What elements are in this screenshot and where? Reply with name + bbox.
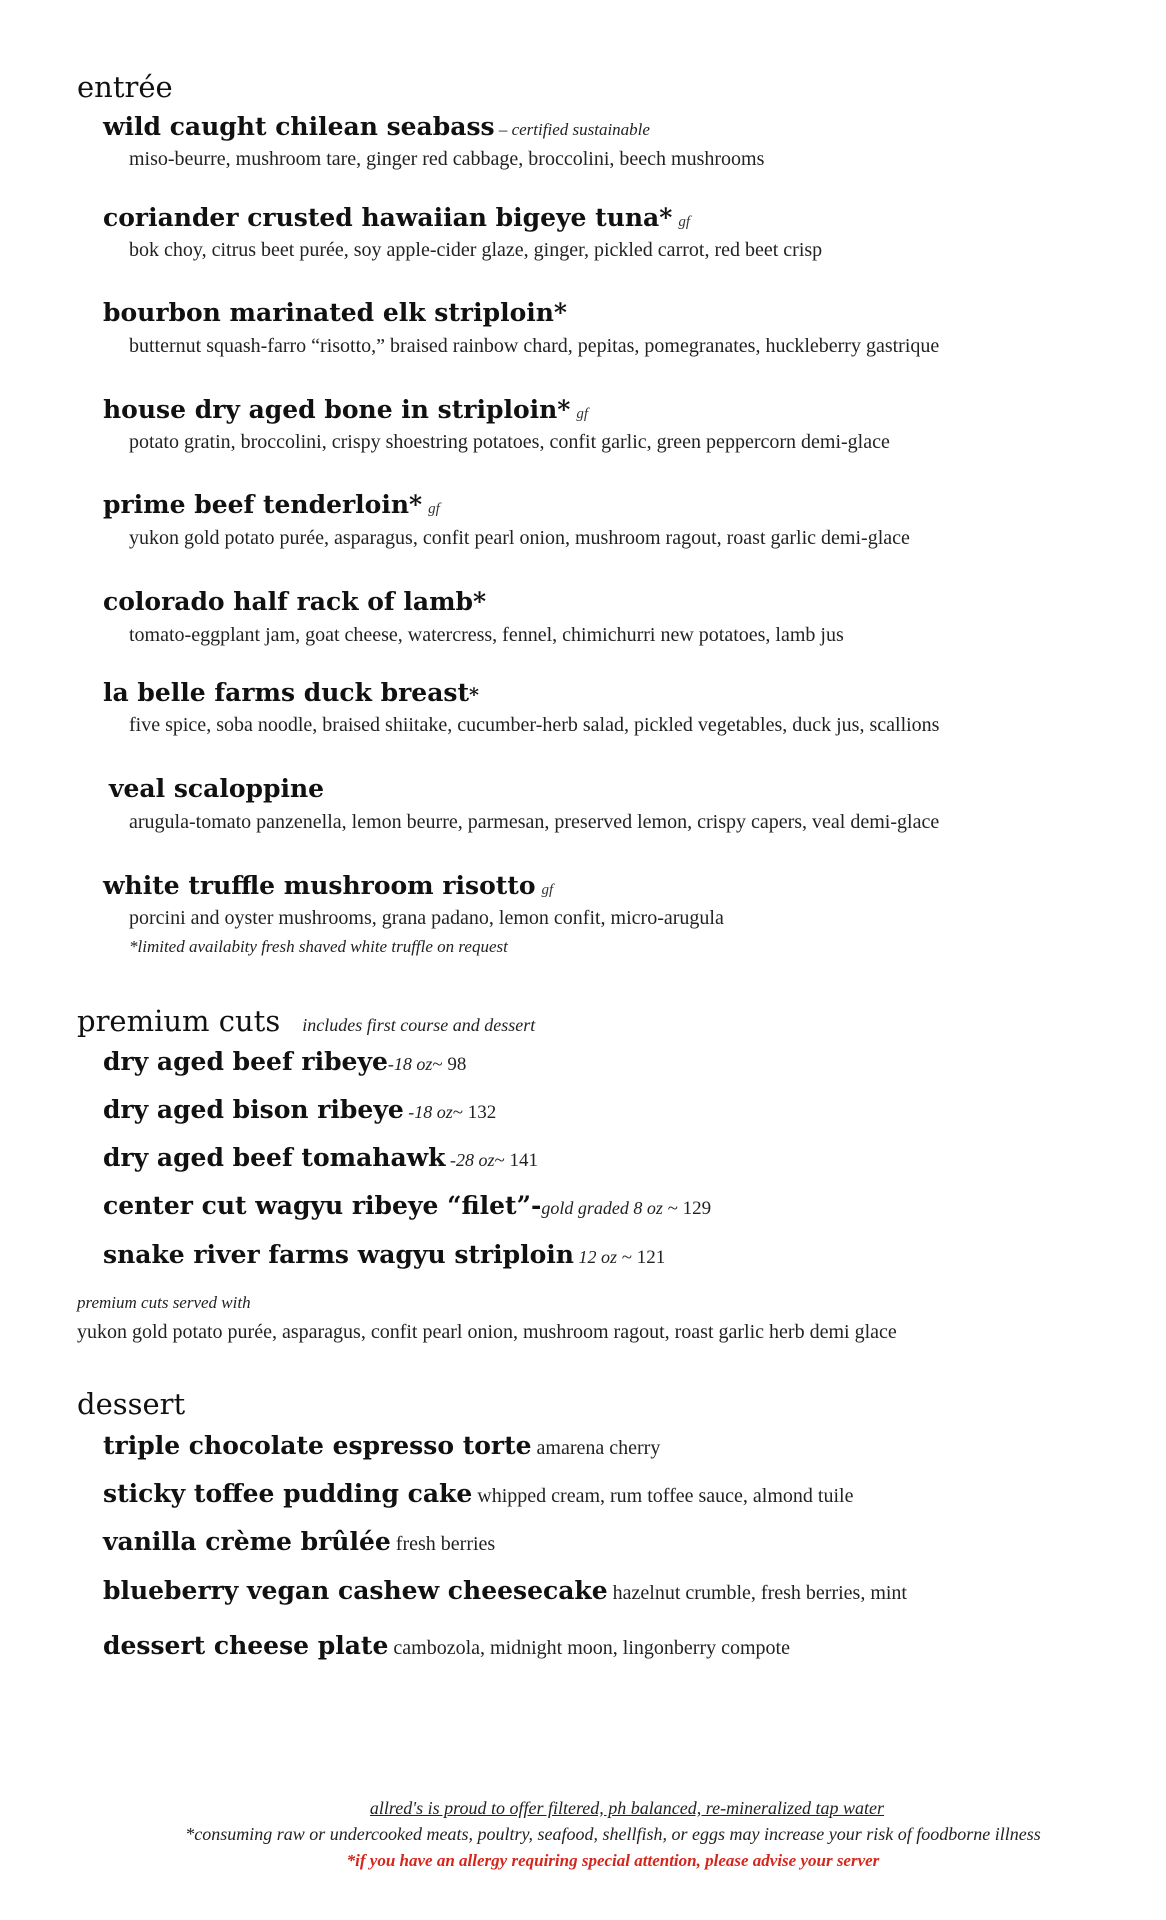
item-description: tomato-eggplant jam, goat cheese, watercress, fennel, chimichurri new potatoes, lamb jus [129,624,844,646]
item-description: porcini and oyster mushrooms, grana padano, lemon confit, micro-arugula [129,907,724,929]
dessert-item [103,1631,790,1660]
item-description: arugula-tomato panzenella, lemon beurre, parmesan, preserved lemon, crispy capers, veal demi-glace [129,811,940,833]
water-notice: allred's is proud to offer filtered, ph balanced, re-mineralized tap water [369,1798,885,1818]
item-name: vanilla crème brûlée [103,1527,391,1556]
premium-subheading: includes first course and dessert [302,1015,536,1035]
item-weight: -18 oz [403,1102,453,1122]
item-name: dry aged beef tomahawk [103,1143,446,1172]
item-name: dessert cheese plate [103,1631,389,1660]
item-name: sticky toffee pudding cake [103,1479,473,1508]
item-description: potato gratin, broccolini, crispy shoestring potatoes, confit garlic, green peppercorn demi-glace [129,431,890,453]
raw-food-warning: *consuming raw or undercooked meats, poultry, seafood, shellfish, or eggs may increase your risk of foodborne illness [185,1824,1041,1844]
item-name: la belle farms duck breast [103,678,470,707]
item-name: blueberry vegan cashew cheesecake [103,1576,608,1605]
item-price: ~ 129 [662,1198,712,1219]
item-name: dry aged beef ribeye [103,1047,388,1076]
item-description: fresh berries [390,1533,496,1555]
item-name: center cut wagyu ribeye “filet”- [103,1191,542,1220]
menu-item-veal [109,774,324,803]
premium-item [103,1240,665,1269]
item-description: yukon gold potato purée, asparagus, confit pearl onion, mushroom ragout, roast garlic demi-glace [129,527,910,549]
item-description: five spice, soba noodle, braised shiitake, cucumber-herb salad, pickled vegetables, duck jus, scallions [129,714,940,736]
item-description: whipped cream, rum toffee sauce, almond tuile [472,1485,854,1507]
menu-item-tenderloin [103,490,440,519]
menu-item-elk [103,298,567,327]
gluten-free-tag: gf [428,501,440,517]
item-name: house dry aged bone in striploin* [103,395,571,424]
served-with-label: premium cuts served with [77,1293,251,1312]
item-price: ~ 141 [494,1150,539,1171]
item-weight: gold graded 8 oz [541,1198,663,1218]
item-name: coriander crusted hawaiian bigeye tuna* [103,203,673,232]
gluten-free-tag: gf [541,882,554,898]
item-description: miso-beurre, mushroom tare, ginger red cabbage, broccolini, beech mushrooms [129,148,765,170]
item-description: cambozola, midnight moon, lingonberry compote [388,1637,790,1659]
section-heading-dessert: dessert [77,1387,186,1421]
gluten-free-tag: gf [678,214,690,230]
dessert-item [103,1479,853,1508]
item-name: snake river farms wagyu striploin [103,1240,574,1269]
premium-heading-text: premium cuts [77,1004,281,1038]
section-heading-premium-cuts [77,1004,535,1038]
item-note: – certified sustainable [494,120,650,139]
item-price: ~ 98 [432,1054,467,1075]
menu-item-risotto [103,871,553,900]
item-name: bourbon marinated elk striploin* [103,298,567,327]
premium-item [103,1191,711,1220]
menu-item-duck [103,678,479,707]
dessert-item [103,1431,660,1460]
item-price: ~ 132 [452,1102,497,1123]
item-price: ~ 121 [616,1247,666,1268]
dessert-item [103,1527,495,1556]
item-weight: -28 oz [445,1150,495,1170]
item-description: hazelnut crumble, fresh berries, mint [607,1582,907,1604]
menu-item-seabass [103,112,650,141]
item-asterisk: * [469,684,479,706]
menu-item-striploin [103,395,588,424]
section-heading-entree: entrée [77,70,173,104]
allergy-notice: *if you have an allergy requiring special attention, please advise your server [346,1851,880,1870]
item-weight: 12 oz [573,1247,617,1267]
dessert-item [103,1576,907,1605]
item-name: veal scaloppine [109,774,325,803]
item-description: butternut squash-farro “risotto,” braised rainbow chard, pepitas, pomegranates, huckleberry gastrique [129,335,940,357]
item-description: bok choy, citrus beet purée, soy apple-cider glaze, ginger, pickled carrot, red beet crisp [129,239,823,261]
item-name: dry aged bison ribeye [103,1095,404,1124]
premium-item [103,1047,466,1076]
truffle-note: *limited availabity fresh shaved white truffle on request [129,937,508,956]
gluten-free-tag: gf [576,406,589,422]
item-weight: -18 oz [387,1054,433,1074]
item-name: colorado half rack of lamb* [103,587,487,616]
served-with-description: yukon gold potato purée, asparagus, confit pearl onion, mushroom ragout, roast garlic herb demi glace [77,1321,897,1343]
item-name: wild caught chilean seabass [103,112,495,141]
menu-item-tuna [103,203,690,232]
premium-item [103,1095,496,1124]
menu-item-lamb [103,587,486,616]
item-name: white truffle mushroom risotto [103,871,536,900]
item-description: amarena cherry [531,1437,661,1459]
premium-item [103,1143,538,1172]
item-name: prime beef tenderloin* [103,490,423,519]
item-name: triple chocolate espresso torte [103,1431,532,1460]
